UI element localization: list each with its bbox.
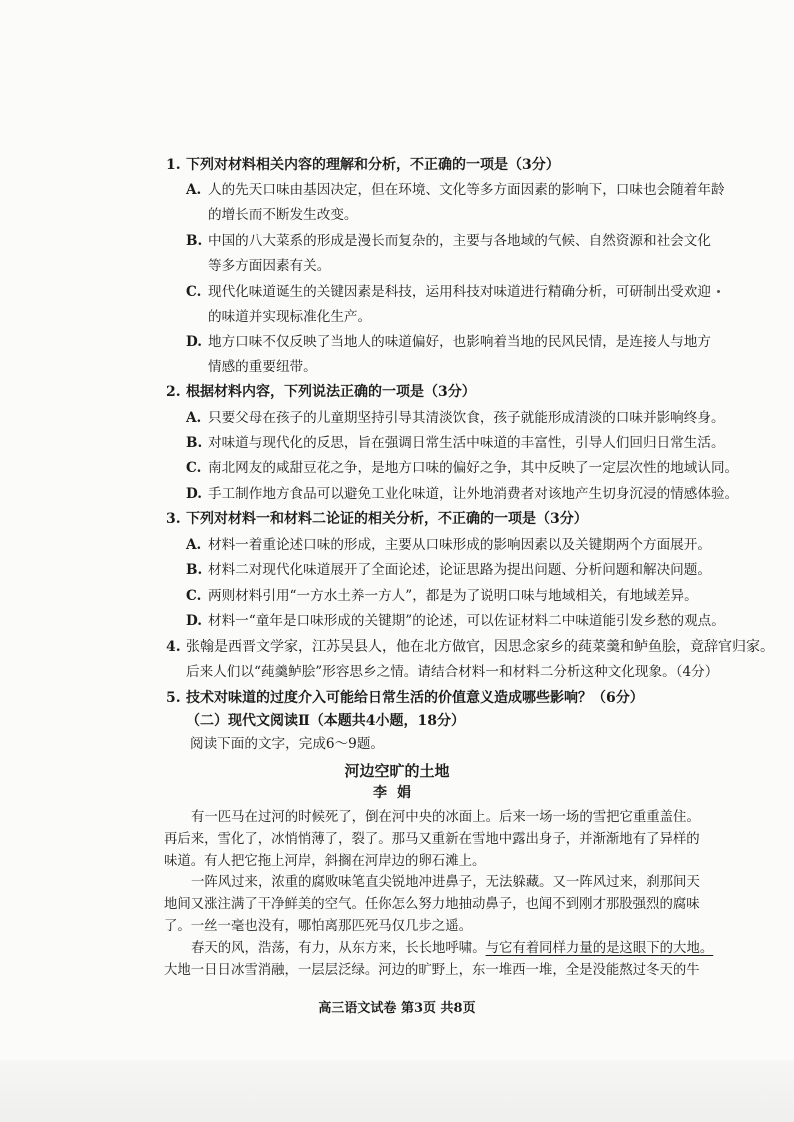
- q2-option-b: [186, 433, 725, 453]
- option-text: 地方口味不仅反映了当地人的味道偏好，也影响着当地的民风民情，是连接人与地方: [208, 334, 711, 350]
- option-letter: C.: [186, 460, 202, 476]
- option-text: 材料二对现代化味道展开了全面论述，论证思路为提出问题、分析问题和解决问题。: [208, 562, 711, 578]
- scan-speck: [717, 290, 720, 293]
- q1-option-b-cont: 等多方面因素有关。: [208, 258, 331, 274]
- scan-bottom-edge: [0, 1060, 794, 1122]
- option-letter: C.: [186, 588, 202, 604]
- option-text: 南北网友的咸甜豆花之争，是地方口味的偏好之争，其中反映了一定层次性的地域认同。: [208, 460, 739, 476]
- section-instruction: 阅读下面的文字，完成6～9题。: [190, 736, 385, 752]
- question-3-stem: [166, 509, 588, 529]
- question-text: 下列对材料一和材料二论证的相关分析，不正确的一项是（3分）: [186, 511, 588, 527]
- paragraph-2-line-3: 了。一丝一毫也没有，哪怕离那匹死马仅几步之遥。: [164, 919, 472, 934]
- option-letter: A.: [186, 410, 202, 426]
- question-4-stem: [166, 637, 774, 657]
- option-letter: D.: [186, 486, 203, 502]
- section-heading: （二）现代文阅读Ⅱ（本题共4小题，18分）: [186, 713, 466, 729]
- option-text: 现代化味道诞生的关键因素是科技，运用科技对味道进行精确分析，可研制出受欢迎: [208, 284, 711, 300]
- q2-option-d: [186, 484, 738, 504]
- paragraph-1-line-1: 有一匹马在过河的时候死了，倒在河中央的冰面上。后来一场一场的雪把它重重盖住。: [191, 810, 700, 825]
- paragraph-3-line-1: [164, 939, 726, 959]
- option-text: 两则材料引用“一方水土养一方人”，都是为了说明口味与地域相关，有地域差异。: [208, 588, 698, 604]
- paragraph-2-line-1: 一阵风过来，浓重的腐败味笔直尖锐地冲进鼻子，无法躲藏。又一阵风过来，刹那间天: [191, 875, 700, 890]
- option-letter: A.: [186, 182, 202, 198]
- question-2-stem: [166, 382, 476, 402]
- question-1-stem: [166, 155, 560, 175]
- q1-option-b: [186, 231, 711, 251]
- q1-option-a: [186, 180, 725, 200]
- option-text: 材料一“童年是口味形成的关键期”的论述，可以佐证材料二中味道能引发乡愁的观点。: [208, 613, 725, 629]
- q1-option-d: [186, 332, 711, 352]
- q3-option-d: [186, 611, 725, 631]
- question-5-stem: [166, 688, 644, 708]
- question-text: 张翰是西晋文学家，江苏吴县人，他在北方做官，因思念家乡的莼菜羹和鲈鱼脍，竟辞官归家。: [186, 639, 774, 655]
- option-letter: B.: [186, 435, 203, 451]
- q1-option-a-cont: 的增长而不断发生改变。: [208, 207, 358, 223]
- question-number: 2.: [166, 384, 181, 400]
- paragraph-3-line-2: 大地一日日冰雪消融，一层层泛绿。河边的旷野上，东一堆西一堆，全是没能熬过冬天的牛: [164, 963, 700, 978]
- option-letter: D.: [186, 613, 203, 629]
- option-text: 对味道与现代化的反思，旨在强调日常生活中味道的丰富性，引导人们回归日常生活。: [208, 435, 725, 451]
- q1-option-d-cont: 情感的重要纽带。: [208, 359, 317, 375]
- q2-option-c: [186, 458, 738, 478]
- paragraph-2-line-2: 地间又涨注满了干净鲜美的空气。任你怎么努力地抽动鼻子，也闻不到刚才那股强烈的腐味: [164, 897, 700, 912]
- question-4-cont: 后来人们以“莼羹鲈脍”形容思乡之情。请结合材料一和材料二分析这种文化现象。（4分）: [186, 664, 719, 680]
- q3-option-c: [186, 586, 698, 606]
- option-text: 只要父母在孩子的儿童期坚持引导其清淡饮食，孩子就能形成清淡的口味并影响终身。: [208, 410, 725, 426]
- question-number: 1.: [166, 157, 181, 173]
- option-text: 人的先天口味由基因决定，但在环境、文化等多方面因素的影响下，口味也会随着年龄: [208, 182, 725, 198]
- option-text: 材料一着重论述口味的形成，主要从口味形成的影响因素以及关键期两个方面展开。: [208, 537, 711, 553]
- question-number: 4.: [166, 639, 181, 655]
- article-author: 李娟: [373, 785, 421, 801]
- option-text: 中国的八大菜系的形成是漫长而复杂的，主要与各地域的气候、自然资源和社会文化: [208, 233, 711, 249]
- question-number: 3.: [166, 511, 181, 527]
- question-text: 技术对味道的过度介入可能给日常生活的价值意义造成哪些影响？（6分）: [186, 690, 644, 706]
- question-number: 5.: [166, 690, 181, 706]
- paragraph-3-text: 春天的风，浩荡，有力，从东方来，长长地呼啸。: [191, 941, 486, 956]
- option-letter: B.: [186, 562, 203, 578]
- option-letter: D.: [186, 334, 203, 350]
- q2-option-a: [186, 408, 725, 428]
- paragraph-1-line-3: 味道。有人把它拖上河岸，斜搁在河岸边的卵石滩上。: [164, 854, 486, 869]
- option-letter: A.: [186, 537, 202, 553]
- option-text: 手工制作地方食品可以避免工业化味道，让外地消费者对该地产生切身沉浸的情感体验。: [208, 486, 739, 502]
- paragraph-1-line-2: 再后来，雪化了，冰悄悄薄了，裂了。那马又重新在雪地中露出身子，并渐渐地有了异样的: [164, 832, 700, 847]
- option-letter: B.: [186, 233, 203, 249]
- question-text: 根据材料内容，下列说法正确的一项是（3分）: [186, 384, 476, 400]
- question-text: 下列对材料相关内容的理解和分析，不正确的一项是（3分）: [186, 157, 560, 173]
- q1-option-c: [186, 282, 711, 302]
- q1-option-c-cont: 的味道并实现标准化生产。: [208, 309, 372, 325]
- underlined-sentence: 与它有着同样力量的是这眼下的大地。: [485, 941, 714, 956]
- option-letter: C.: [186, 284, 202, 300]
- page-footer: 高三语文试卷 第3页 共8页: [318, 1001, 476, 1016]
- article-title: 河边空旷的土地: [344, 762, 450, 780]
- q3-option-b: [186, 560, 711, 580]
- q3-option-a: [186, 535, 711, 555]
